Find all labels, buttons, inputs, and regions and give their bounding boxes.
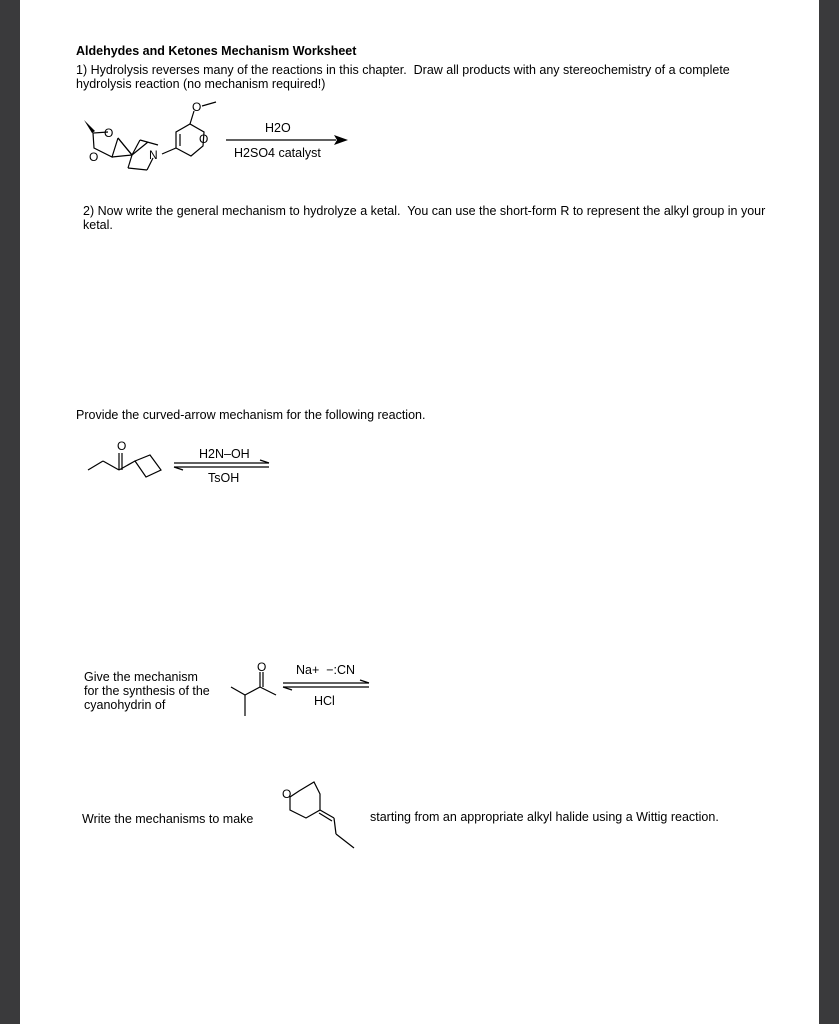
question-1-text: 1) Hydrolysis reverses many of the reactions in this chapter. Draw all products with any stereochemistry of a complete hydrolysis reaction (no mechanism required!) bbox=[76, 63, 734, 91]
atom-o-ring: O bbox=[282, 787, 292, 801]
question-2-text: 2) Now write the general mechanism to hydrolyze a ketal. You can use the short-form R to represent the alkyl group in your ketal. bbox=[83, 204, 769, 232]
q5-target-molecule bbox=[20, 0, 819, 1024]
atom-o-3: O bbox=[199, 132, 209, 146]
q3-reagent-hydroxylamine: H2N–OH bbox=[199, 447, 250, 461]
tetrahydropyran-ring bbox=[290, 782, 320, 818]
atom-o-1: O bbox=[104, 126, 114, 140]
atom-n: N bbox=[149, 148, 158, 162]
q1-reagent-acid: H2SO4 catalyst bbox=[234, 146, 321, 160]
atom-o-ketone-2: O bbox=[257, 660, 267, 674]
question-5-text-before: Write the mechanisms to make bbox=[82, 812, 254, 826]
atom-o-ketone: O bbox=[117, 439, 127, 453]
worksheet-page bbox=[20, 0, 819, 1024]
q4-reagent-cyanide: Na+ −:CN bbox=[296, 663, 356, 677]
worksheet-title: Aldehydes and Ketones Mechanism Worksheet bbox=[76, 44, 357, 58]
q1-reagent-water: H2O bbox=[265, 121, 291, 135]
q3-reagent-tsoh: TsOH bbox=[208, 471, 240, 485]
atom-o-4: O bbox=[192, 100, 202, 114]
question-5-text-after: starting from an appropriate alkyl halide using a Wittig reaction. bbox=[370, 810, 719, 824]
atom-o-2: O bbox=[89, 150, 99, 164]
question-3-text: Provide the curved-arrow mechanism for the following reaction. bbox=[76, 408, 426, 422]
question-4-text: Give the mechanism for the synthesis of the cyanohydrin of bbox=[84, 670, 210, 712]
q4-reagent-hcl: HCl bbox=[314, 694, 335, 708]
